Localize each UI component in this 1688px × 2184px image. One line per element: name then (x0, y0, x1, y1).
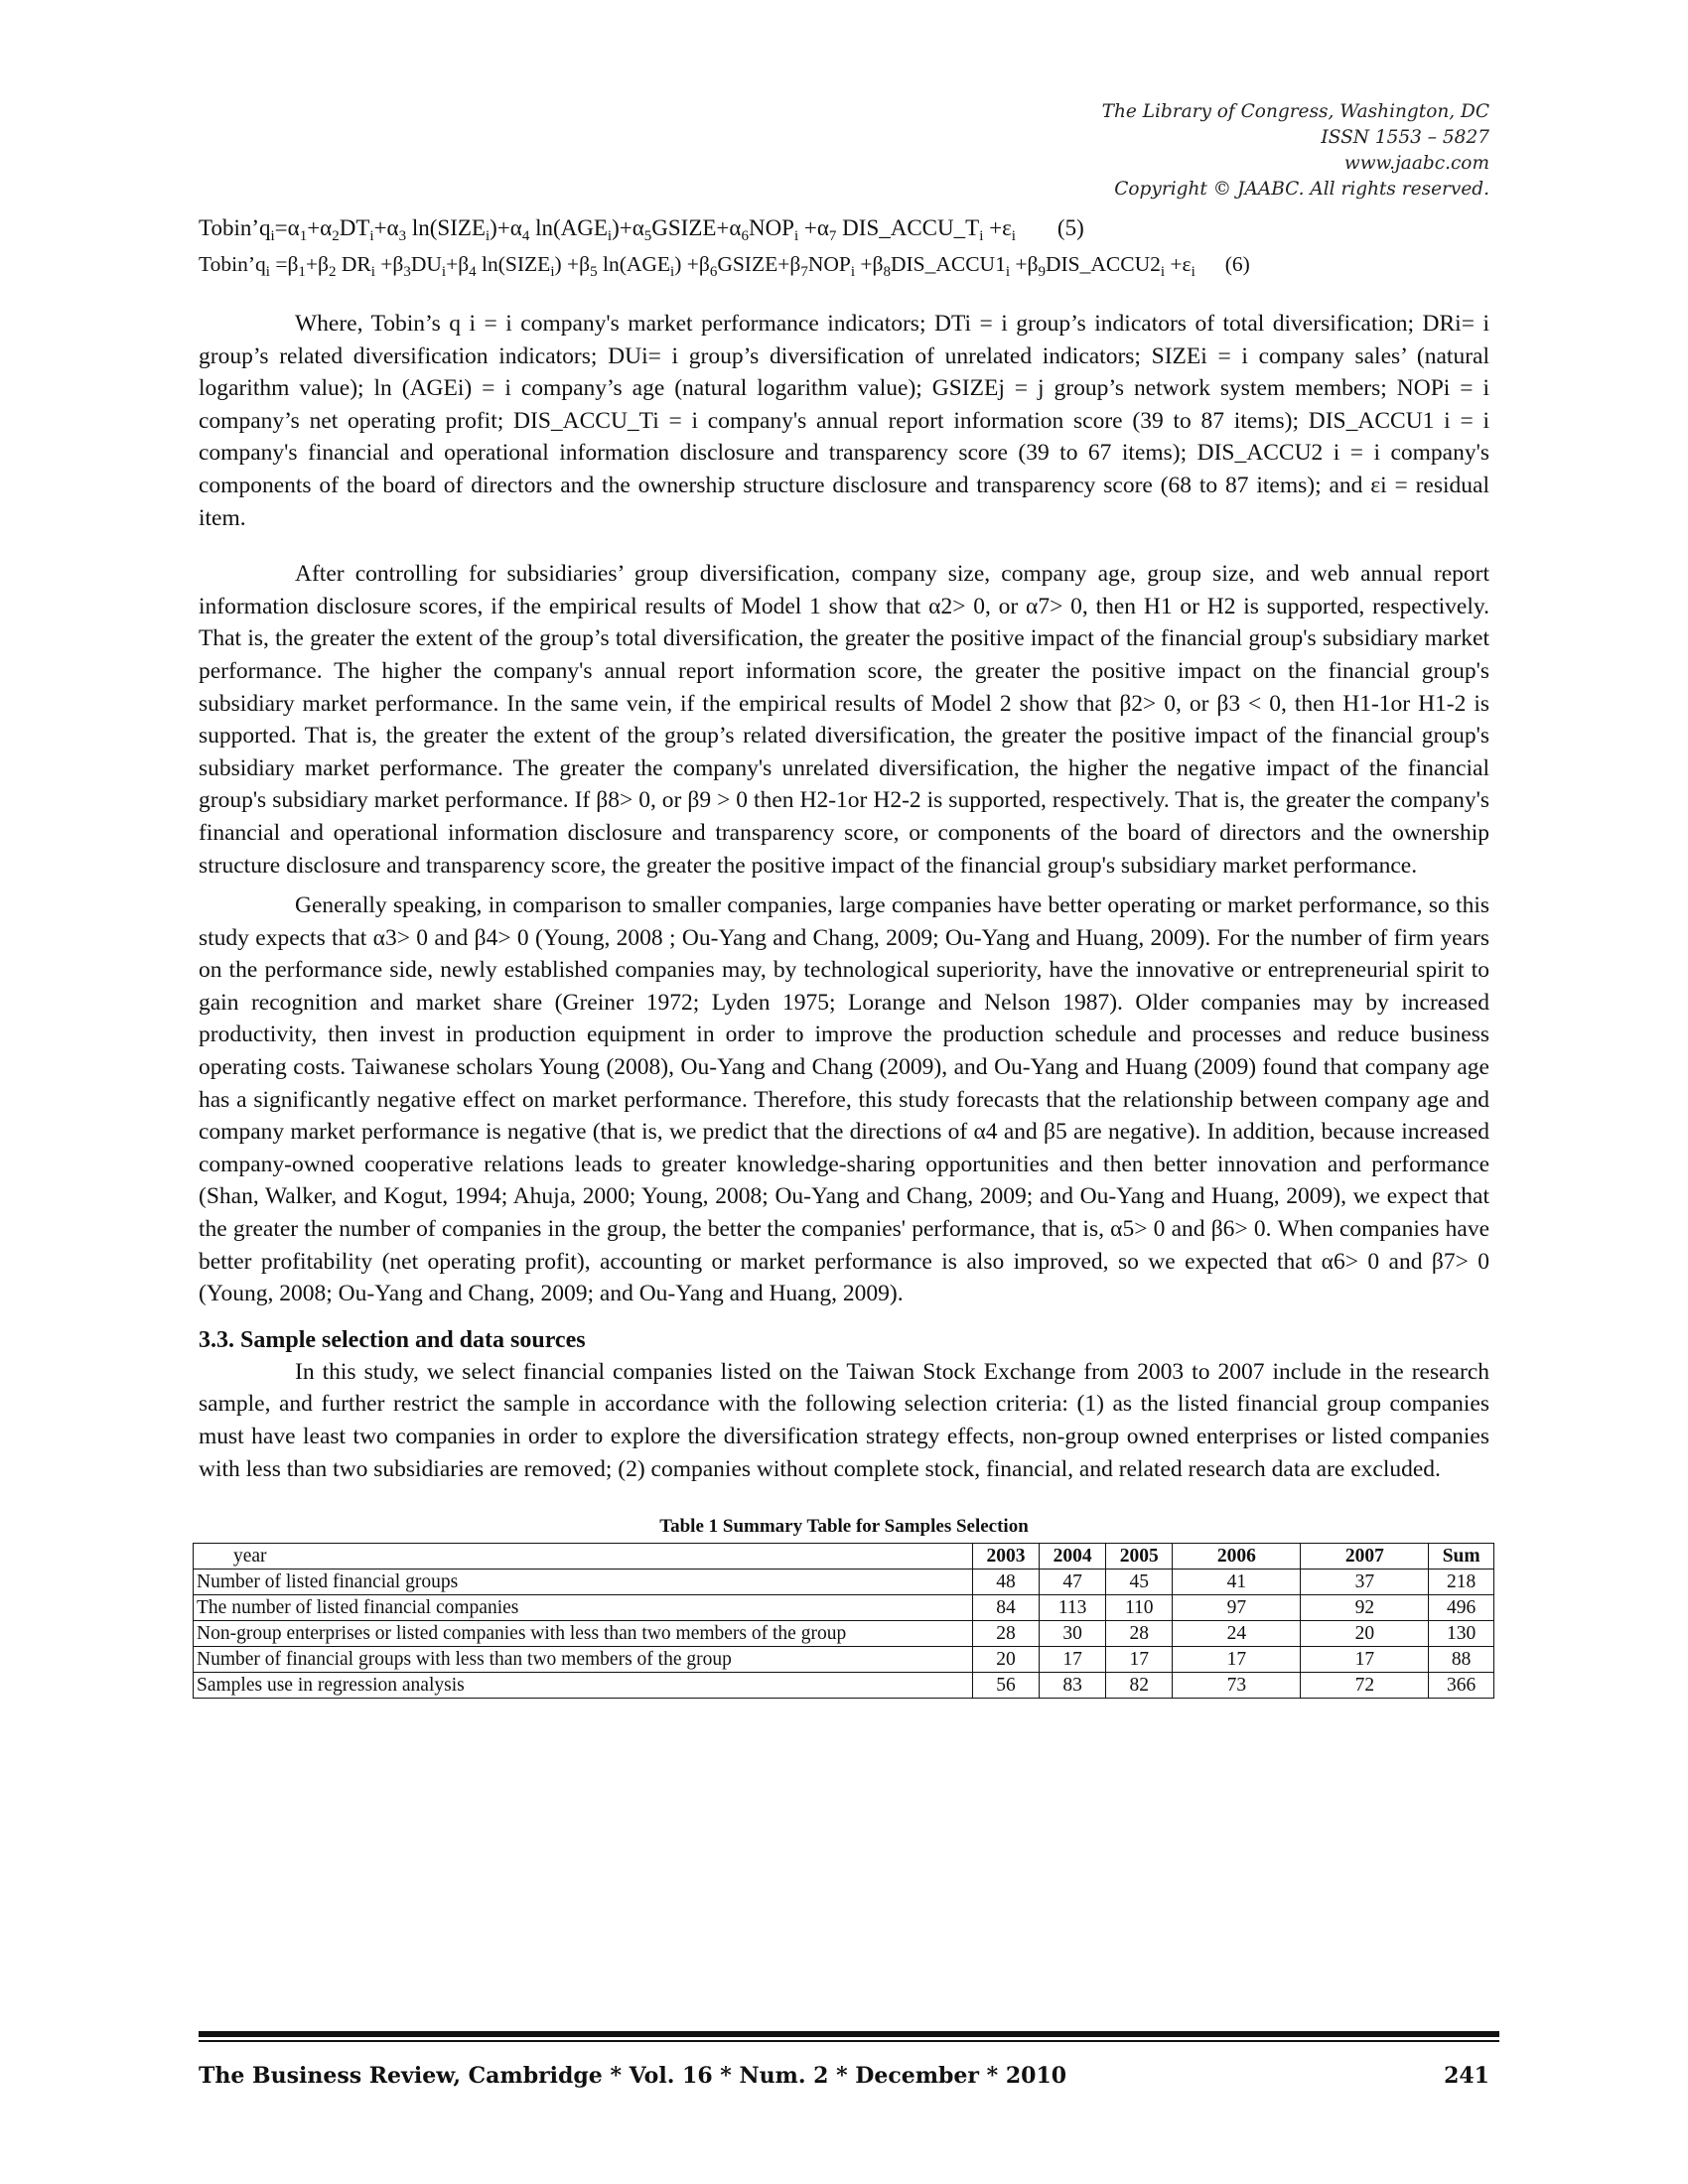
body-text (199, 210, 1489, 1699)
page-number: 241 (1444, 2063, 1489, 2089)
footer-rule-thin (199, 2040, 1499, 2042)
equation-5-number: (5) (1056, 215, 1084, 240)
table-cell: 366 (1429, 1673, 1494, 1699)
running-header (1102, 99, 1489, 203)
table-cell-label: Samples use in regression analysis (194, 1673, 973, 1699)
table-cell: 496 (1429, 1595, 1494, 1621)
table-cell: 88 (1429, 1647, 1494, 1673)
table-header-2003: 2003 (973, 1544, 1040, 1570)
table-cell: 48 (973, 1570, 1040, 1595)
table-cell: 83 (1040, 1673, 1106, 1699)
table-cell: 92 (1301, 1595, 1429, 1621)
equation-6-number: (6) (1224, 252, 1250, 276)
table-cell: 56 (973, 1673, 1040, 1699)
table-cell-label: Non-group enterprises or listed companies with less than two members of the group (194, 1621, 973, 1647)
table-cell: 47 (1040, 1570, 1106, 1595)
table-cell: 24 (1173, 1621, 1301, 1647)
header-copyright: Copyright © JAABC. All rights reserved. (1114, 179, 1489, 200)
table-header-2006: 2006 (1173, 1544, 1301, 1570)
table-cell: 41 (1173, 1570, 1301, 1595)
table-caption: Table 1 Summary Table for Samples Selection (659, 1516, 1029, 1538)
table-cell: 17 (1040, 1647, 1106, 1673)
table-row (194, 1673, 1494, 1699)
table-cell: 45 (1106, 1570, 1173, 1595)
table-cell: 97 (1173, 1595, 1301, 1621)
table-cell-label: The number of listed financial companies (194, 1595, 973, 1621)
table-cell: 20 (1301, 1621, 1429, 1647)
table-cell: 218 (1429, 1570, 1494, 1595)
header-issn: ISSN 1553 – 5827 (1321, 127, 1489, 148)
table-cell: 72 (1301, 1673, 1429, 1699)
table-header-year: year (194, 1544, 973, 1570)
table-cell: 28 (973, 1621, 1040, 1647)
paragraph-after-controlling: After controlling for subsidiaries’ group diversification, company size, company age, group size, and web annual report information disclosure scores, if the empirical results of Model 1 show that α2> 0, or α7> 0, then H1 or H2 is supported, respectively. That is, the greater the extent of the group’s total diversification, the greater the positive impact of the financial group's subsidiary market performance. The higher the company's annual report information score, the greater the positive impact on the financial group's subsidiary market performance. In the same vein, if the empirical results of Model 2 show that β2> 0, or β3 < 0, then H1-1or H1-2 is supported. That is, the greater the extent of the group’s related diversification, the greater the positive impact of the financial group's subsidiary market performance. The greater the company's unrelated diversification, the higher the negative impact of the financial group's subsidiary market performance. If β8> 0, or β9 > 0 then H2-1or H2-2 is supported, respectively. That is, the greater the company's financial and operational information disclosure and transparency score, or components of the board of directors and the ownership structure disclosure and transparency score, the greater the positive impact of the financial group's subsidiary market performance. (199, 561, 1489, 879)
table-cell: 130 (1429, 1621, 1494, 1647)
table-cell: 73 (1173, 1673, 1301, 1699)
header-website: www.jaabc.com (1343, 153, 1489, 174)
table-header-2004: 2004 (1040, 1544, 1106, 1570)
table-cell: 84 (973, 1595, 1040, 1621)
table-row (194, 1595, 1494, 1621)
table-cell: 82 (1106, 1673, 1173, 1699)
table-header-row (194, 1544, 1494, 1570)
table-cell: 37 (1301, 1570, 1429, 1595)
table-cell: 17 (1106, 1647, 1173, 1673)
table-cell: 110 (1106, 1595, 1173, 1621)
paragraph-sample-selection: In this study, we select financial companies listed on the Taiwan Stock Exchange from 2003 to 2007 include in the research sample, and further restrict the sample in accordance with the following selection criteria: (1) as the listed financial group companies must have least two companies in order to explore the diversification strategy effects, non-group owned enterprises or listed companies with less than two subsidiaries are removed; (2) companies without complete stock, financial, and related research data are excluded. (199, 1358, 1489, 1482)
table-cell: 20 (973, 1647, 1040, 1673)
table-cell: 28 (1106, 1621, 1173, 1647)
paragraph-where: Where, Tobin’s q i = i company's market performance indicators; DTi = i group’s indicators of total diversification; DRi= i group’s related diversification indicators; DUi= i group’s diversification of unrelated indicators; SIZEi = i company sales’ (natural logarithm value); ln (AGEi) = i company’s age (natural logarithm value); GSIZEj = j group’s network system members; NOPi = i company’s net operating profit; DIS_ACCU_Ti = i company's annual report information score (39 to 87 items); DIS_ACCU1 i = i company's financial and operational information disclosure and transparency score (39 to 67 items); DIS_ACCU2 i = i company's components of the board of directors and the ownership structure disclosure and transparency score (68 to 87 items); and εi = residual item. (199, 311, 1489, 531)
samples-table (193, 1543, 1494, 1699)
equation-5: $Tobin’q_i=\alpha_1+\alpha_2DT_i+\alpha_3$ $\ln(SIZE_i)+\alpha_4$ $\ln(AGE_i)+\alpha_5GSIZE+\alpha_6NOP_i +\alpha_7$ $DIS\_ACCU\_T_i +\varepsilon_i$ (5) (199, 215, 1084, 244)
table-cell: 30 (1040, 1621, 1106, 1647)
table-row (194, 1621, 1494, 1647)
section-heading: 3.3. Sample selection and data sources (199, 1326, 586, 1353)
equation-6: $Tobin’q_i =\beta_1+\beta_2$ $DR_i +\beta_3DU_i+\beta_4$ $\ln(SIZE_i) +\beta_5$ $\ln(AGE_i)$ $+\beta_6GSIZE+\beta_7NOP_i$ $+\beta_8DIS\_ACCU1_i$ $+\beta_9DIS\_ACCU2_i +\varepsilon_i$ (6) (199, 252, 1250, 280)
table-cell-label: Number of financial groups with less than two members of the group (194, 1647, 973, 1673)
footer-journal: The Business Review, Cambridge * Vol. 16 * Num. 2 * December * 2010 (199, 2063, 1067, 2089)
table-row (194, 1647, 1494, 1673)
table-header-2007: 2007 (1301, 1544, 1429, 1570)
footer-rule (199, 2031, 1499, 2037)
table-cell: 113 (1040, 1595, 1106, 1621)
table-cell: 17 (1173, 1647, 1301, 1673)
table-header-2005: 2005 (1106, 1544, 1173, 1570)
table-row (194, 1570, 1494, 1595)
paragraph-generally-speaking: Generally speaking, in comparison to smaller companies, large companies have better operating or market performance, so this study expects that α3> 0 and β4> 0 (Young, 2008 ; Ou-Yang and Chang, 2009; Ou-Yang and Huang, 2009). For the number of firm years on the performance side, newly established companies may, by technological superiority, have the innovative or entrepreneurial spirit to gain recognition and market share (Greiner 1972; Lyden 1975; Lorange and Nelson 1987). Older companies may by increased productivity, then invest in production equipment in order to improve the production schedule and processes and reduce business operating costs. Taiwanese scholars Young (2008), Ou-Yang and Chang (2009), and Ou-Yang and Huang (2009) found that company age has a significantly negative effect on market performance. Therefore, this study forecasts that the relationship between company age and company market performance is negative (that is, we predict that the directions of α4 and β5 are negative). In addition, because increased company-owned cooperative relations leads to greater knowledge-sharing opportunities and then better innovation and performance (Shan, Walker, and Kogut, 1994; Ahuja, 2000; Young, 2008; Ou-Yang and Chang, 2009; and Ou-Yang and Huang, 2009), we expect that the greater the number of companies in the group, the better the companies' performance, that is, α5> 0 and β6> 0. When companies have better profitability (net operating profit), accounting or market performance is also improved, so we expected that α6> 0 and β7> 0 (Young, 2008; Ou-Yang and Chang, 2009; and Ou-Yang and Huang, 2009). (199, 892, 1489, 1307)
table-cell-label: Number of listed financial groups (194, 1570, 973, 1595)
header-library: The Library of Congress, Washington, DC (1101, 101, 1489, 122)
table-header-sum: Sum (1429, 1544, 1494, 1570)
table-cell: 17 (1301, 1647, 1429, 1673)
